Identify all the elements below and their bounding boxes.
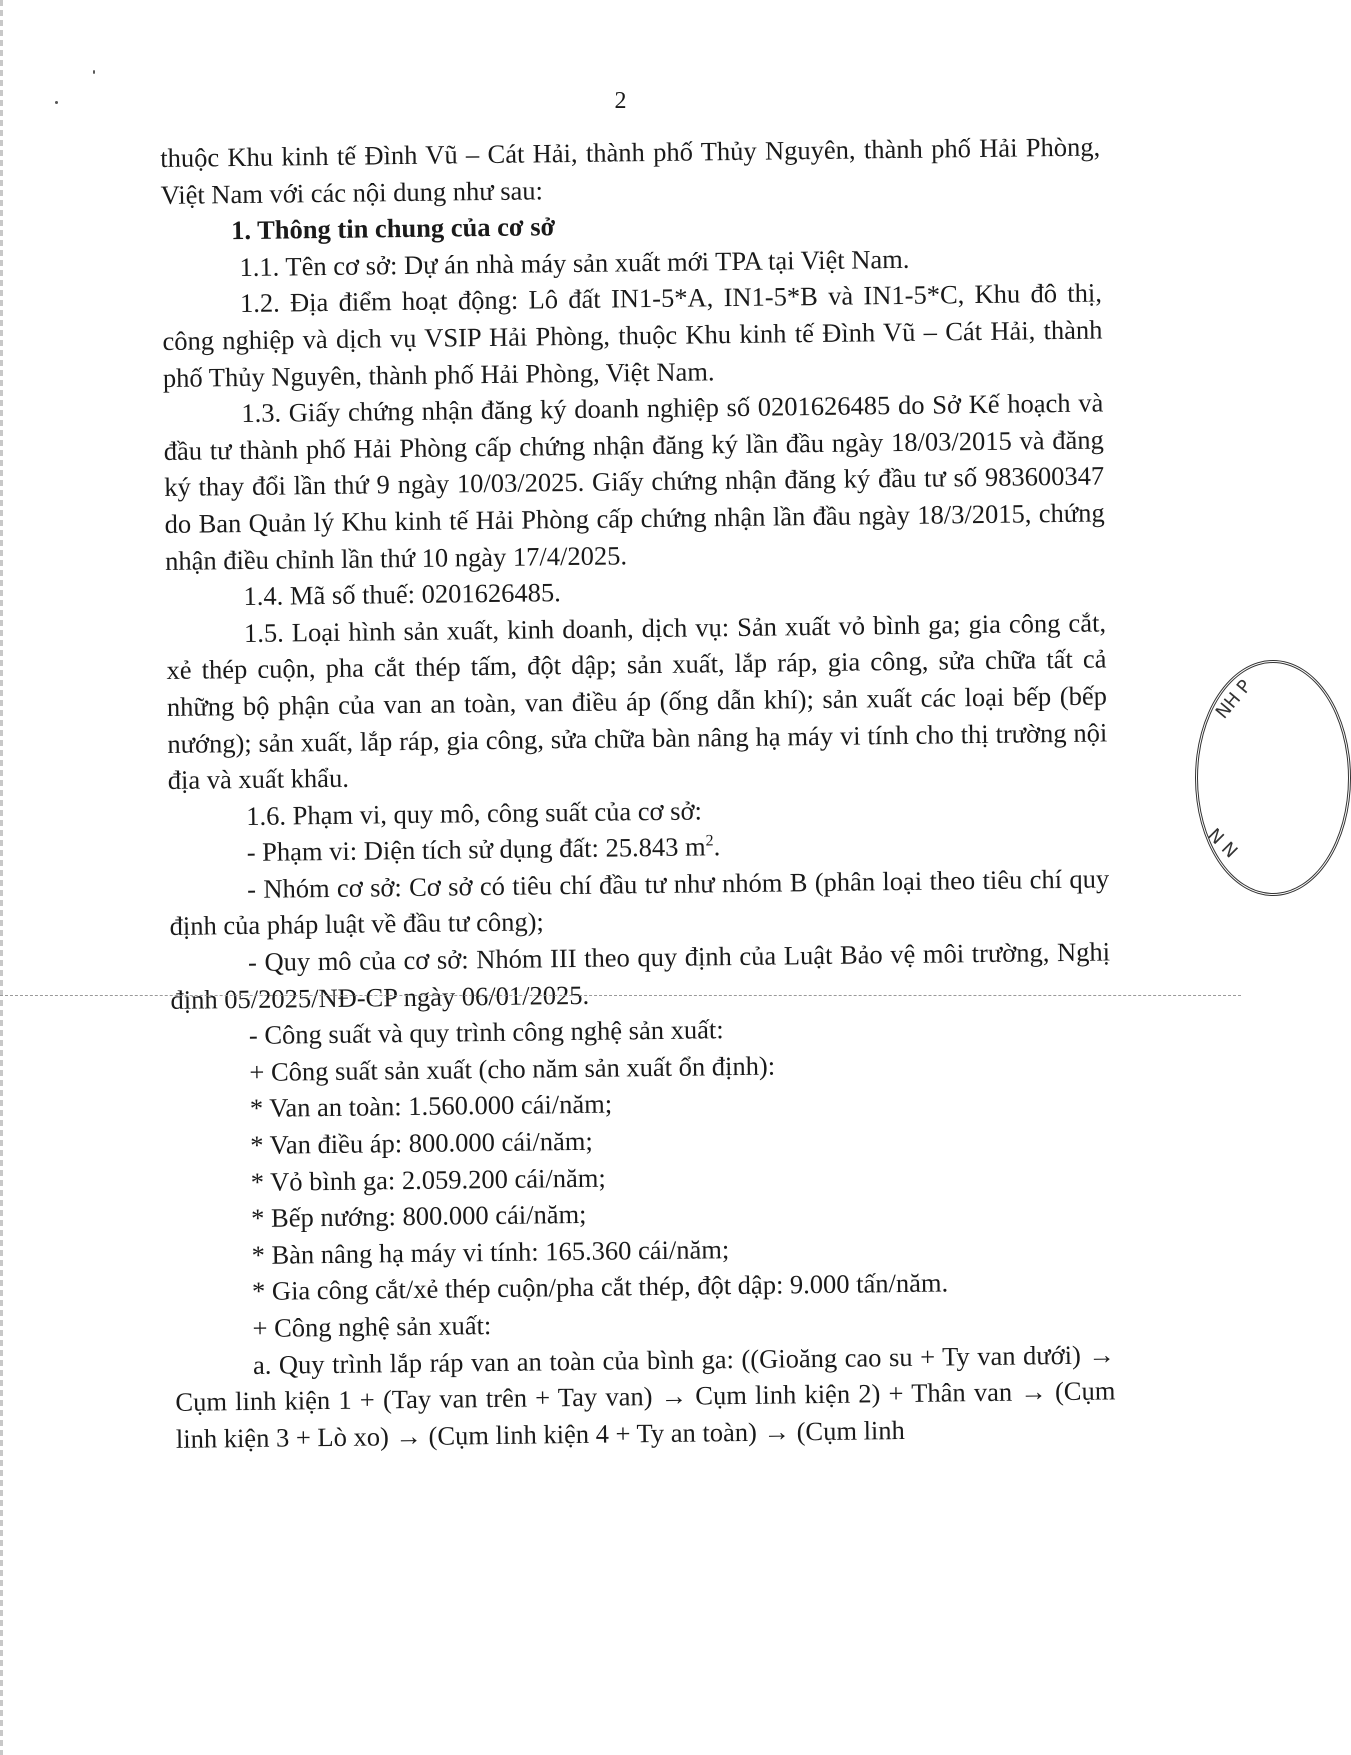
- scope-text: - Phạm vi: Diện tích sử dụng đất: 25.843 m: [246, 831, 706, 868]
- paragraph-1-4: 1.4. Mã số thuế: 0201626485.: [243, 577, 561, 612]
- process-paragraph: a. Quy trình lắp ráp van an toàn của bình ga: ((Gioăng cao su + Ty van dưới) → Cụm linh kiện 1 + (Tay van trên + Tay van) → Cụm linh kiện 2) + Thân van → (Cụm linh kiện 3 + Lò xo) → (Cụm linh kiện 4 + Ty an toàn) → (Cụm linh: [175, 1339, 1116, 1454]
- scan-fold-line: [0, 995, 1241, 996]
- seal-text-top: NH P: [1211, 676, 1256, 723]
- capacity-subheading: + Công suất sản xuất (cho năm sản xuất ổn định):: [249, 1050, 776, 1087]
- capacity-item: * Gia công cắt/xẻ thép cuộn/pha cắt thép, đột dập: 9.000 tấn/năm.: [251, 1267, 949, 1307]
- paragraph-1-2: 1.2. Địa điểm hoạt động: Lô đất IN1-5*A, IN1-5*B và IN1-5*C, Khu đô thị, công nghiệp và dịch vụ VSIP Hải Phòng, thuộc Khu kinh tế Đình Vũ – Cát Hải, thành phố Thủy Nguyên, thành phố Hải Phòng, Việt Nam.: [162, 277, 1103, 393]
- paragraph-1-6: 1.6. Phạm vi, quy mô, công suất của cơ sở:: [246, 795, 703, 831]
- paragraph-1-3: 1.3. Giấy chứng nhận đăng ký doanh nghiệp số 0201626485 do Sở Kế hoạch và đầu tư thành phố Hải Phòng cấp chứng nhận đăng ký lần đầu ngày 18/03/2015 và đăng ký thay đổi lần thứ 9 ngày 10/03/2025. Giấy chứng nhận đăng ký đầu tư số 983600347 do Ban Quản lý Khu kinh tế Hải Phòng cấp chứng nhận lần đầu ngày 18/3/2015, chứng nhận điều chỉnh lần thứ 10 ngày 17/4/2025.: [163, 387, 1105, 576]
- scan-speck: [93, 70, 95, 74]
- group-line: - Nhóm cơ sở: Cơ sở có tiêu chí đầu tư như nhóm B (phân loại theo tiêu chí quy định của pháp luật về đầu tư công);: [169, 863, 1110, 942]
- scope-period: .: [713, 831, 721, 862]
- capacity-item: * Vỏ bình ga: 2.059.200 cái/năm;: [250, 1162, 606, 1197]
- page-number: 2: [614, 88, 627, 114]
- scan-edge: [0, 0, 3, 1755]
- technology-heading: + Công nghệ sản xuất:: [252, 1310, 492, 1343]
- paragraph-1-1: 1.1. Tên cơ sở: Dự án nhà máy sản xuất mới TPA tại Việt Nam.: [239, 243, 910, 282]
- capacity-heading: - Công suất và quy trình công nghệ sản xuất:: [248, 1014, 724, 1051]
- capacity-item: * Van điều áp: 800.000 cái/năm;: [250, 1125, 593, 1161]
- company-seal: [1195, 660, 1351, 896]
- capacity-item: * Bàn nâng hạ máy vi tính: 165.360 cái/năm;: [251, 1233, 730, 1270]
- document-body: [160, 129, 1116, 1458]
- capacity-item: * Van an toàn: 1.560.000 cái/năm;: [249, 1088, 613, 1124]
- seal-text-bottom: N N: [1203, 824, 1242, 863]
- section-heading: 1. Thông tin chung của cơ sở: [230, 211, 556, 246]
- area-superscript: 2: [705, 832, 714, 850]
- scale-line: - Quy mô của cơ sở: Nhóm III theo quy định của Luật Bảo vệ môi trường, Nghị định 05/2025/NĐ-CP ngày 06/01/2025.: [170, 936, 1111, 1015]
- paragraph-intro: thuộc Khu kinh tế Đình Vũ – Cát Hải, thành phố Thủy Nguyên, thành phố Hải Phòng, Việt Nam với các nội dung như sau:: [160, 131, 1101, 210]
- capacity-item: * Bếp nướng: 800.000 cái/năm;: [250, 1199, 587, 1234]
- paragraph-1-5: 1.5. Loại hình sản xuất, kinh doanh, dịch vụ: Sản xuất vỏ bình ga; gia công cắt, xẻ thép cuộn, pha cắt thép tấm, đột dập; sản xuất, lắp ráp, gia công, sửa chữa tất cả những bộ phận của van an toàn, van điều áp (ống dẫn khí); sản xuất các loại bếp (bếp nướng); sản xuất, lắp ráp, gia công, sửa chữa bàn nâng hạ máy vi tính cho thị trường nội địa và xuất khẩu.: [166, 607, 1108, 796]
